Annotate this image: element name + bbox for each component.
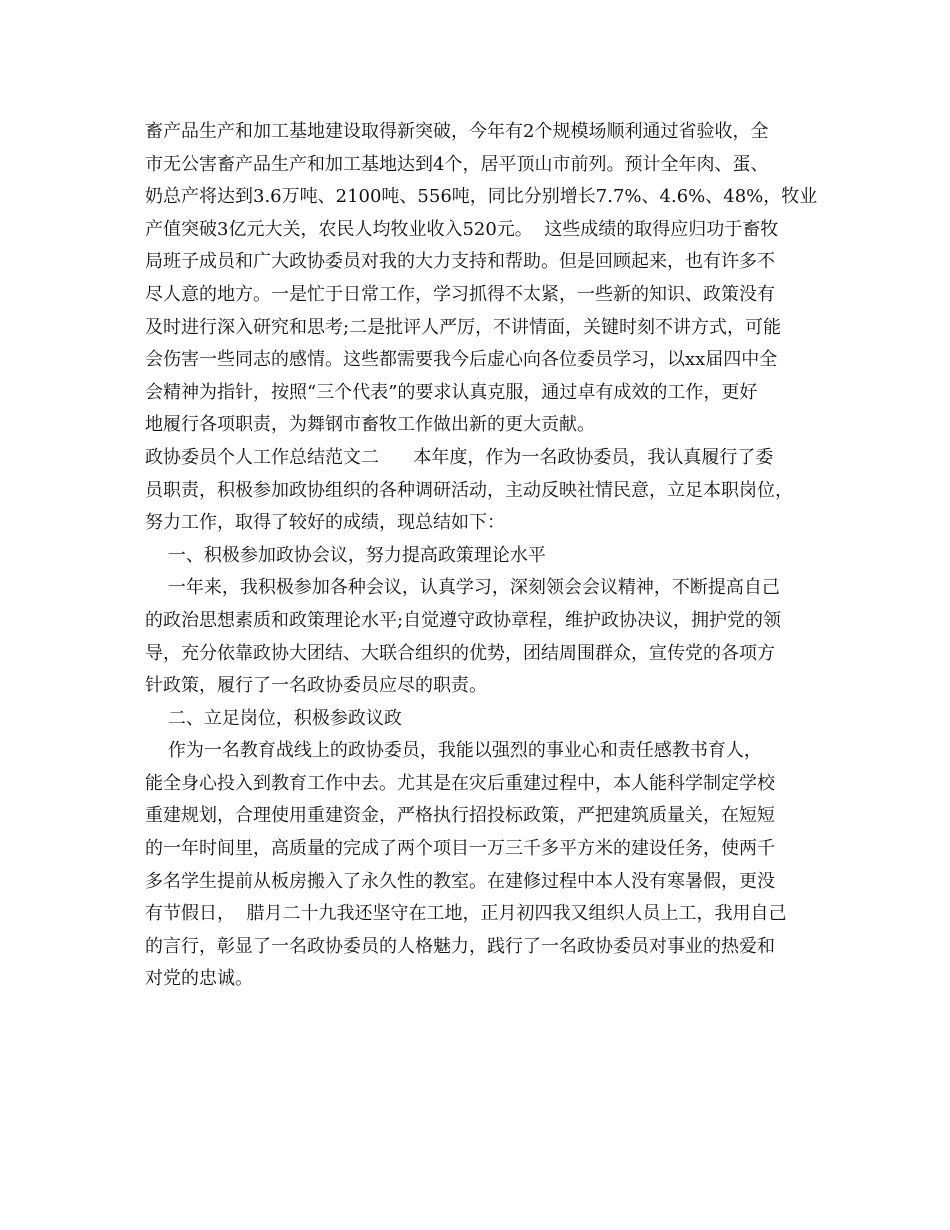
text-line: 尽人意的地方。一是忙于日常工作，学习抓得不太紧，一些新的知识、政策没有 — [145, 283, 775, 305]
document-body — [145, 116, 818, 996]
text-line: 多名学生提前从板房搬入了永久性的教室。在建修过程中本人没有寒暑假，更没 — [145, 870, 775, 892]
text-line: 对党的忠诚。 — [145, 968, 253, 990]
text-line: 会伤害一些同志的感情。这些都需要我今后虚心向各位委员学习，以xx届四中全 — [145, 349, 778, 371]
text-line: 会精神为指针，按照“三个代表”的要求认真克服，通过卓有成效的工作，更好 — [145, 381, 758, 403]
text-line: 奶总产将达到3.6万吨、2100吨、556吨，同比分别增长7.7%、4.6%、48%，牧业 — [145, 186, 818, 208]
text-line: 导，充分依靠政协大团结、大联合组织的优势，团结周围群众，宣传党的各项方 — [145, 642, 775, 664]
text-line: 作为一名教育战线上的政协委员，我能以强烈的事业心和责任感教书育人， — [145, 740, 762, 762]
text-line: 员职责，积极参加政协组织的各种调研活动，主动反映社情民意，立足本职岗位， — [145, 479, 793, 501]
text-line: 产值突破3亿元大关，农民人均牧业收入520元。 这些成绩的取得应归功于畜牧 — [145, 218, 779, 240]
text-line: 的政治思想素质和政策理论水平;自觉遵守政协章程，维护政协决议，拥护党的领 — [145, 609, 782, 631]
text-line: 市无公害畜产品生产和加工基地达到4个，居平顶山市前列。预计全年肉、蛋、 — [145, 153, 769, 175]
subheading-line: 二、立足岗位，积极参政议政 — [145, 707, 402, 729]
text-line: 有节假日， 腊月二十九我还坚守在工地，正月初四我又组织人员上工，我用自己 — [145, 903, 787, 925]
text-line: 针政策，履行了一名政协委员应尽的职责。 — [145, 675, 487, 697]
text-line: 地履行各项职责，为舞钢市畜牧工作做出新的更大贡献。 — [145, 414, 595, 436]
text-line: 及时进行深入研究和思考;二是批评人严厉，不讲情面，关键时刻不讲方式，可能 — [145, 316, 782, 338]
subheading-line: 一、积极参加政协会议，努力提高政策理论水平 — [145, 544, 546, 566]
text-line: 局班子成员和广大政协委员对我的大力支持和帮助。但是回顾起来，也有许多不 — [145, 251, 775, 273]
text-line: 畜产品生产和加工基地建设取得新突破，今年有2个规模场顺利通过省验收，全 — [145, 121, 769, 142]
text-line: 的一年时间里，高质量的完成了两个项目一万三千多平方米的建设任务，使两千 — [145, 838, 775, 860]
text-line: 能全身心投入到教育工作中去。尤其是在灾后重建过程中，本人能科学制定学校 — [145, 772, 775, 794]
text-line: 努力工作，取得了较好的成绩，现总结如下： — [145, 512, 505, 534]
text-line: 一年来，我积极参加各种会议，认真学习，深刻领会会议精神，不断提高自己 — [145, 577, 780, 599]
text-line: 的言行，彰显了一名政协委员的人格魅力，践行了一名政协委员对事业的热爱和 — [145, 935, 775, 957]
section-heading-line: 政协委员个人工作总结范文二 本年度，作为一名政协委员，我认真履行了委 — [145, 446, 774, 468]
text-line: 重建规划，合理使用重建资金，严格执行招投标政策，严把建筑质量关，在短短 — [145, 805, 775, 827]
